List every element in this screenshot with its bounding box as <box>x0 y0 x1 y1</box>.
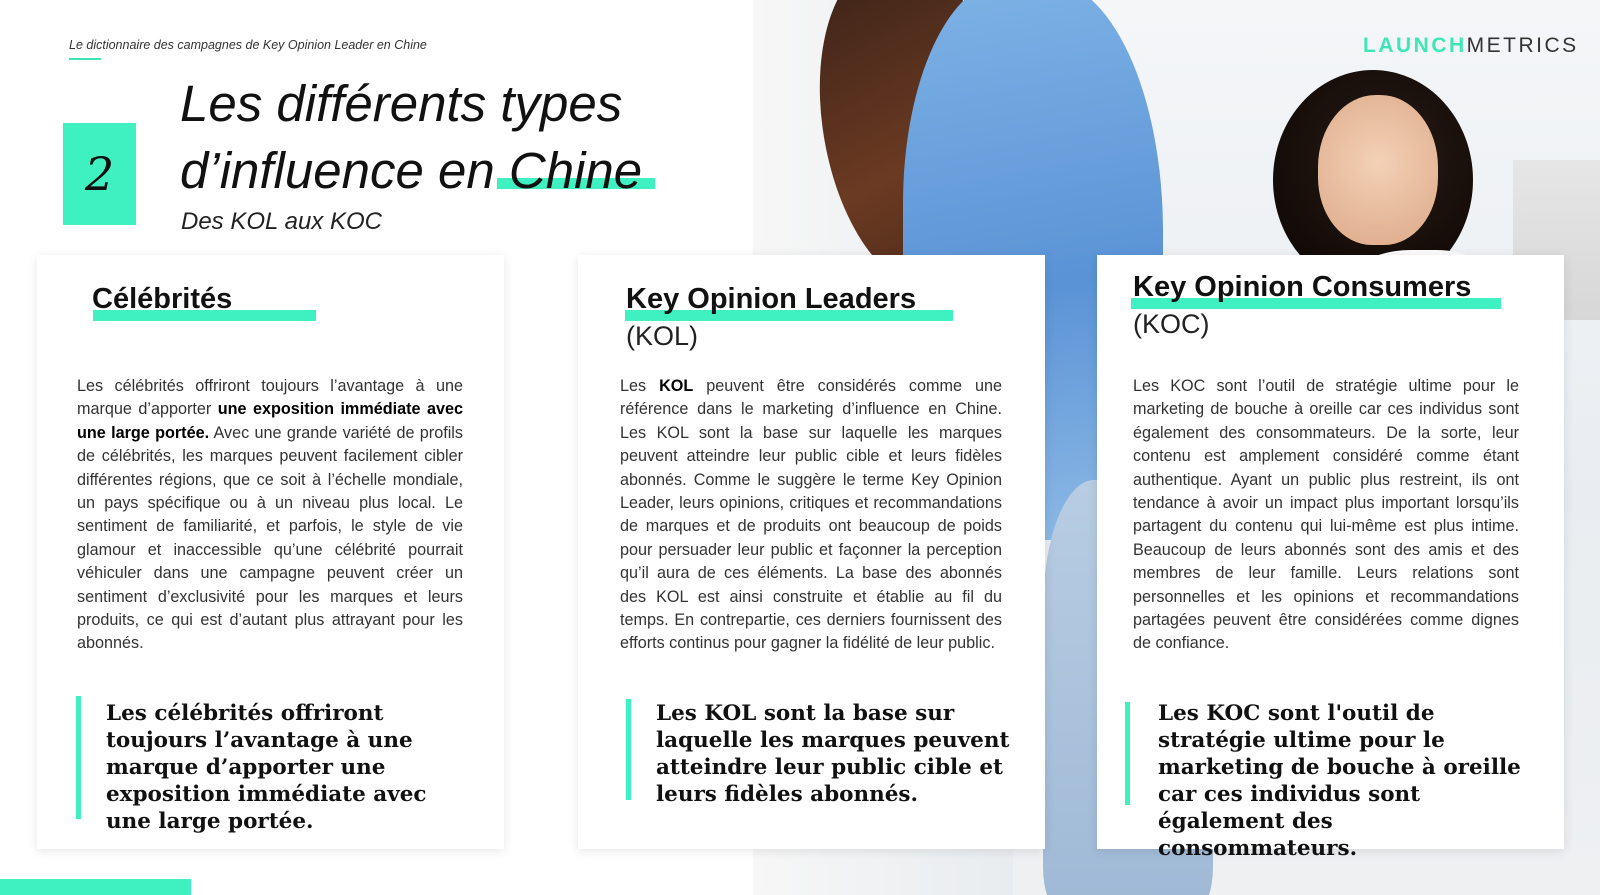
page-title-line2: d’influence en Chine <box>180 142 643 199</box>
card-quote: Les célébrités offriront toujours l’avantage à une marque d’apporter une exposition immédiate avec une large portée. <box>106 701 427 834</box>
photo-girl-face <box>1318 95 1438 245</box>
card-body <box>1133 375 1519 656</box>
card-quote: Les KOC sont l'outil de stratégie ultime pour le marketing de bouche à oreille car ces individus sont également des consommateurs. <box>1158 701 1521 861</box>
card-quote: Les KOL sont la base sur laquelle les marques peuvent atteindre leur public cible et leurs fidèles abonnés. <box>656 701 1010 807</box>
page-title <box>180 70 642 204</box>
card-heading: Key Opinion Leaders <box>626 283 917 315</box>
card-heading-acronym: (KOC) <box>1133 309 1210 339</box>
card-body-text: Les <box>620 377 660 395</box>
page-title-line1: Les différents types <box>180 75 623 132</box>
launchmetrics-logo <box>1363 34 1579 58</box>
card-heading: Key Opinion Consumers <box>1133 271 1472 303</box>
quote-bar <box>626 699 631 800</box>
page-subtitle: Des KOL aux KOC <box>181 208 382 235</box>
bottom-accent-bar <box>0 879 191 895</box>
card-body-bold: KOL <box>659 377 694 395</box>
document-title-underline <box>69 58 101 60</box>
card-heading-acronym: (KOL) <box>626 321 699 351</box>
card-body-text: Les KOC sont l’outil de stratégie ultime pour le marketing de bouche à oreille car ces individus sont également des consommateurs. De la sorte, leur contenu est amplement considéré comme étant authentique. Ayant un public plus restreint, ils ont tendance à avoir un impact plus important lorsqu’ils partagent du contenu qui lui-même est plus intime. Beaucoup de leurs abonnés sont des amis et des membres de leur famille. Leurs relations sont personnelles et les opinions et recommandations partagées peuvent être considérées comme dignes de confiance. <box>1133 377 1519 653</box>
card-koc <box>1097 255 1564 861</box>
quote-bar <box>1125 702 1130 805</box>
card-heading: Célébrités <box>92 283 233 315</box>
card-kol <box>578 255 1045 849</box>
logo-part-metrics: METRICS <box>1466 34 1579 57</box>
card-body-text-2: Avec une grande variété de profils de célébrités, les marques peuvent facilement cibler différentes régions, que ce soit à l’échelle mondiale, un pays spécifique ou à un niveau plus local. Le sentiment de familiarité, et parfois, le style de vie glamour et inaccessible qu’une célébrité pourrait véhiculer dans une campagne peuvent créer un sentiment d’exclusivité pour les marques et leurs produits, ce qui est d’autant plus attrayant pour les abonnés. <box>77 423 463 653</box>
section-number: 2 <box>84 147 115 201</box>
card-body <box>620 375 1002 656</box>
logo-part-launch: LAUNCH <box>1363 34 1467 57</box>
card-body-bold: une exposition immédiate avec une large portée. <box>77 400 463 442</box>
card-celebrites <box>37 255 504 849</box>
section-number-box <box>63 123 136 225</box>
card-body-text: Les célébrités offriront toujours l’avantage à une marque d’apporter <box>77 377 463 419</box>
card-body-text-2: peuvent être considérés comme une référence dans le marketing d’influence en Chine. Les KOL sont la base sur laquelle les marques peuvent atteindre leur public cible et leurs fidèles abonnés. Comme le suggère le terme Key Opinion Leader, leurs opinions, critiques et recommandations de marques et de produits ont beaucoup de poids pour persuader leur public et façonner la perception qu’il aura de ces éléments. La base des abonnés des KOL est ainsi construite et établie au fil du temps. En contrepartie, ces derniers fournissent des efforts continus pour gagner la fidélité de leur public. <box>620 377 1002 653</box>
card-body <box>77 375 463 656</box>
document-title: Le dictionnaire des campagnes de Key Opinion Leader en Chine <box>69 38 427 52</box>
quote-bar <box>76 696 81 819</box>
